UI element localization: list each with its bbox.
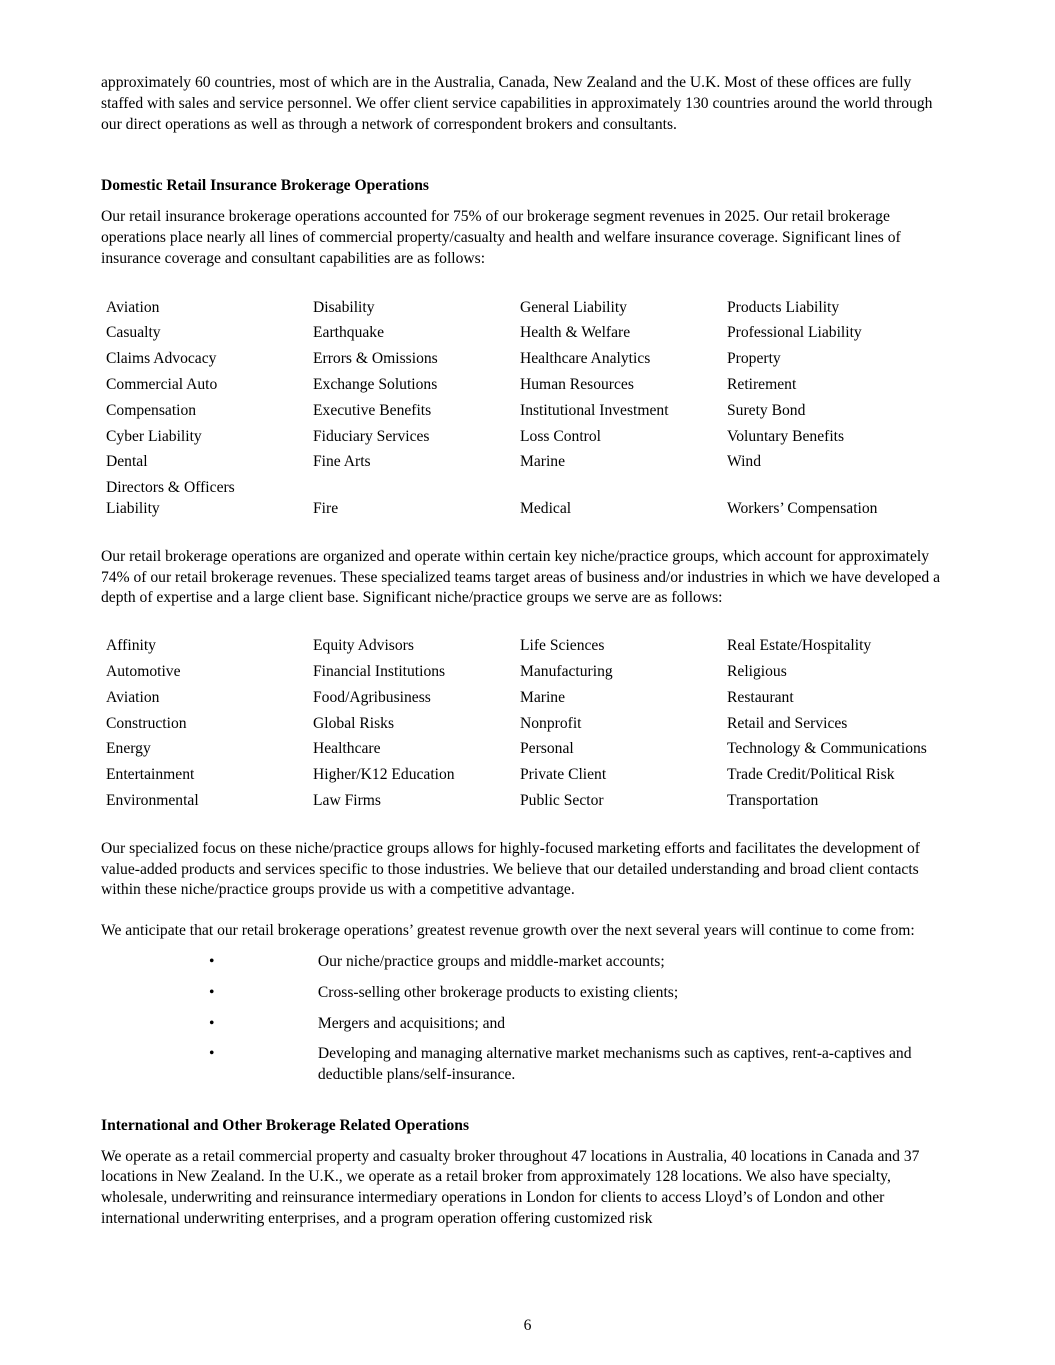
coverage-cell: Errors & Omissions (313, 350, 438, 368)
coverage-cell: Institutional Investment (520, 401, 669, 419)
list-item (209, 983, 951, 1004)
niche-cell: Food/Agribusiness (313, 688, 431, 706)
coverage-cell: Disability (313, 298, 375, 316)
coverage-cell: Executive Benefits (313, 401, 432, 419)
niche-paragraph: Our retail brokerage operations are organized and operate within certain key niche/practice groups, which account for approximately 74% of our retail brokerage revenues. These specialized teams target areas of business and/or industries in which we have developed a depth of expertise and a large client base. Significant niche/practice groups we serve are as follows: (101, 547, 941, 607)
niche-cell: Trade Credit/Political Risk (727, 766, 895, 784)
international-paragraph: We operate as a retail commercial property and casualty broker throughout 47 locations in Australia, 40 locations in Canada and 37 locations in New Zealand. In the U.K., we operate as a retail broker from approximately 128 locations. We also have specialty, wholesale, underwriting and reinsurance intermediary operations in London for clients to access Lloyd’s of London and other international underwriting enterprises, and a program operation offering customized risk (101, 1147, 920, 1228)
niche-cell: Aviation (106, 688, 160, 706)
growth-paragraph: We anticipate that our retail brokerage operations’ greatest revenue growth over the next several years will continue to come from: (101, 922, 915, 940)
coverage-cell: Medical (520, 499, 572, 517)
coverage-cell: Earthquake (313, 324, 385, 342)
intro-paragraph: approximately 60 countries, most of which are in the Australia, Canada, New Zealand and the U.K. Most of these offices are fully staffed with sales and service personnel. We offer client service capabilities in approximately 130 countries around the world through our direct operations as well as through a network of correspondent brokers and consultants. (101, 74, 933, 133)
niche-cell: Personal (520, 740, 574, 758)
niche-cell: Affinity (106, 637, 156, 655)
bullet-marker: • (209, 952, 215, 970)
coverage-cell: Loss Control (520, 427, 602, 445)
coverage-cell: Fine Arts (313, 453, 371, 471)
coverage-cell: General Liability (520, 298, 627, 316)
niche-cell: Manufacturing (520, 662, 613, 680)
coverage-cell: Exchange Solutions (313, 375, 438, 393)
page-number: 6 (523, 1317, 532, 1334)
coverage-cell: Human Resources (520, 375, 634, 393)
niche-cell: Public Sector (520, 791, 604, 809)
domestic-heading: Domestic Retail Insurance Brokerage Operations (101, 177, 430, 195)
niche-cell: Transportation (727, 791, 819, 809)
list-item (209, 1044, 951, 1086)
list-item (209, 1014, 951, 1035)
coverage-cell: Cyber Liability (106, 427, 202, 445)
niche-cell: Marine (520, 688, 566, 706)
niche-cell: Entertainment (106, 766, 195, 784)
coverage-cell: Retirement (727, 375, 797, 393)
coverage-cell: Dental (106, 453, 148, 471)
growth-bullet-list (209, 952, 951, 1086)
coverage-cell (106, 478, 313, 520)
bullet-text: Our niche/practice groups and middle-market accounts; (317, 952, 665, 970)
coverage-cell: Wind (727, 453, 762, 471)
bullet-marker: • (209, 983, 215, 1001)
niche-cell: Law Firms (313, 791, 382, 809)
niche-cell: Life Sciences (520, 637, 605, 655)
coverage-cell: Fire (313, 499, 339, 517)
niche-cell: Financial Institutions (313, 662, 446, 680)
coverage-cell: Casualty (106, 324, 161, 342)
bullet-text: Mergers and acquisitions; and (317, 1014, 506, 1032)
international-heading: International and Other Brokerage Related Operations (101, 1116, 470, 1134)
niche-cell: Construction (106, 714, 187, 732)
niche-cell: Higher/K12 Education (313, 766, 455, 784)
bullet-text: Developing and managing alternative market mechanisms such as captives, rent-a-captives and deductible plans/self-insurance. (317, 1045, 912, 1084)
niche-cell: Energy (106, 740, 151, 758)
bullet-marker: • (209, 1045, 215, 1063)
list-item (209, 952, 951, 973)
niche-cell: Real Estate/Hospitality (727, 637, 872, 655)
bullet-text: Cross-selling other brokerage products to existing clients; (317, 983, 679, 1001)
bullet-marker: • (209, 1014, 215, 1032)
coverage-cell: Health & Welfare (520, 324, 631, 342)
niche-cell: Healthcare (313, 740, 381, 758)
niche-cell: Religious (727, 662, 787, 680)
coverage-cell: Healthcare Analytics (520, 350, 651, 368)
document-page (101, 73, 951, 1230)
coverage-cell: Compensation (106, 401, 197, 419)
niche-cell: Technology & Communications (727, 740, 927, 758)
niche-cell: Environmental (106, 791, 199, 809)
niche-cell: Automotive (106, 662, 181, 680)
coverage-cell: Marine (520, 453, 566, 471)
coverage-table (106, 298, 951, 520)
coverage-cell: Professional Liability (727, 324, 862, 342)
coverage-cell: Voluntary Benefits (727, 427, 845, 445)
niche-cell: Equity Advisors (313, 637, 414, 655)
niche-table (106, 636, 951, 812)
niche-cell: Private Client (520, 766, 607, 784)
coverage-cell: Surety Bond (727, 401, 806, 419)
coverage-cell: Fiduciary Services (313, 427, 430, 445)
coverage-cell: Commercial Auto (106, 375, 218, 393)
coverage-cell-line: Liability (106, 499, 160, 517)
niche-cell: Global Risks (313, 714, 395, 732)
coverage-cell: Workers’ Compensation (727, 499, 878, 517)
coverage-cell: Property (727, 350, 781, 368)
coverage-cell: Claims Advocacy (106, 350, 217, 368)
coverage-cell: Aviation (106, 298, 160, 316)
niche-cell: Restaurant (727, 688, 794, 706)
coverage-cell: Products Liability (727, 298, 840, 316)
domestic-paragraph: Our retail insurance brokerage operations accounted for 75% of our brokerage segment revenues in 2025. Our retail brokerage operations place nearly all lines of commercial property/casualty and health and welfare insurance coverage. Significant lines of insurance coverage and consultant capabilities are as follows: (101, 208, 901, 267)
coverage-cell-line: Directors & Officers (106, 479, 235, 497)
niche-cell: Retail and Services (727, 714, 848, 732)
niche-cell: Nonprofit (520, 714, 582, 732)
focus-paragraph: Our specialized focus on these niche/practice groups allows for highly-focused marketing efforts and facilitates the development of value-added products and services specific to those industries. We believe that our detailed understanding and broad client contacts within these niche/practice groups provide us with a competitive advantage. (101, 839, 920, 899)
